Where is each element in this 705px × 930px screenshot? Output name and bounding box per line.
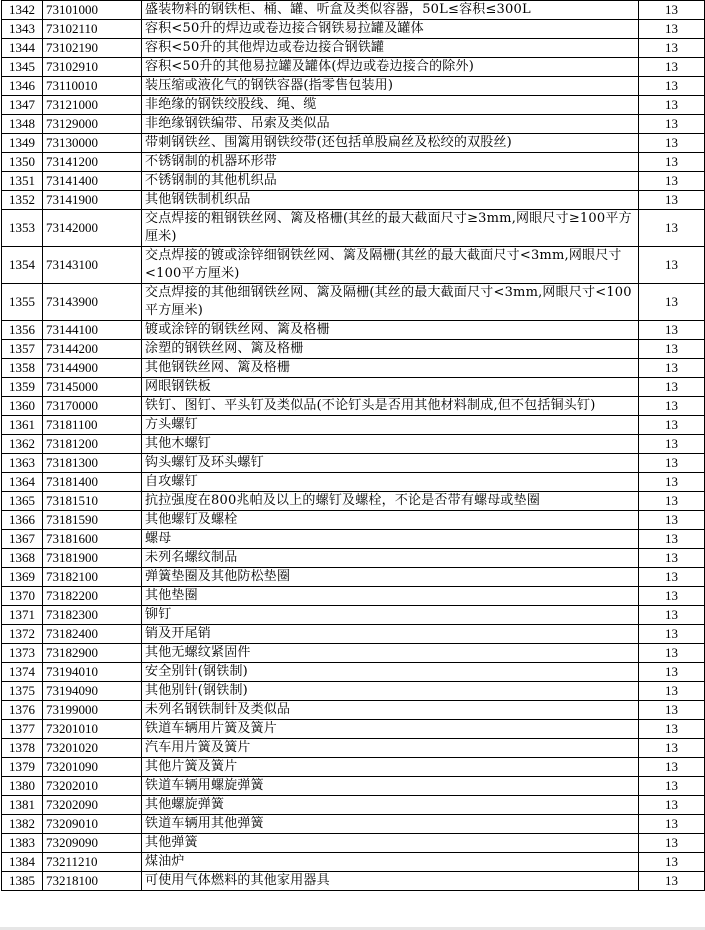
- description-cell: 镀或涂锌的钢铁丝网、篱及格栅: [142, 321, 639, 340]
- table-row: [2, 39, 705, 58]
- row-number-cell: 1385: [2, 872, 43, 891]
- description-cell: 不锈钢制的机器环形带: [142, 153, 639, 172]
- description-cell: 铆钉: [142, 606, 639, 625]
- row-number-cell: 1348: [2, 115, 43, 134]
- rate-cell: 13: [639, 454, 705, 473]
- description-cell: 其他别针(钢铁制): [142, 682, 639, 701]
- table-row: [2, 378, 705, 397]
- table-row: [2, 549, 705, 568]
- rate-cell: 13: [639, 58, 705, 77]
- commodity-code-cell: 73201090: [43, 758, 142, 777]
- row-number-cell: 1374: [2, 663, 43, 682]
- row-number-cell: 1346: [2, 77, 43, 96]
- commodity-code-cell: 73181600: [43, 530, 142, 549]
- commodity-code-cell: 73181590: [43, 511, 142, 530]
- rate-cell: 13: [639, 359, 705, 378]
- rate-cell: 13: [639, 340, 705, 359]
- rate-cell: 13: [639, 134, 705, 153]
- description-cell: 容积<50升的其他易拉罐及罐体(焊边或卷边接合的除外): [142, 58, 639, 77]
- rate-cell: 13: [639, 397, 705, 416]
- table-row: [2, 172, 705, 191]
- description-cell: 交点焊接的镀或涂锌细钢铁丝网、篱及隔栅(其丝的最大截面尺寸<3mm,网眼尺寸<100平方厘米): [142, 247, 639, 284]
- row-number-cell: 1351: [2, 172, 43, 191]
- rate-cell: 13: [639, 1, 705, 20]
- commodity-code-cell: 73182900: [43, 644, 142, 663]
- row-number-cell: 1350: [2, 153, 43, 172]
- rate-cell: 13: [639, 853, 705, 872]
- description-cell: 非绝缘的钢铁绞股线、绳、缆: [142, 96, 639, 115]
- row-number-cell: 1360: [2, 397, 43, 416]
- table-row: [2, 340, 705, 359]
- table-row: [2, 682, 705, 701]
- table-row: [2, 134, 705, 153]
- row-number-cell: 1373: [2, 644, 43, 663]
- commodity-code-cell: 73145000: [43, 378, 142, 397]
- row-number-cell: 1353: [2, 210, 43, 247]
- row-number-cell: 1377: [2, 720, 43, 739]
- table-row: [2, 96, 705, 115]
- rate-cell: 13: [639, 796, 705, 815]
- table-row: [2, 210, 705, 247]
- description-cell: 自攻螺钉: [142, 473, 639, 492]
- description-cell: 交点焊接的其他细钢铁丝网、篱及隔栅(其丝的最大截面尺寸<3mm,网眼尺寸<100平方厘米): [142, 284, 639, 321]
- description-cell: 铁道车辆用片簧及簧片: [142, 720, 639, 739]
- description-cell: 汽车用片簧及簧片: [142, 739, 639, 758]
- table-row: [2, 796, 705, 815]
- rate-cell: 13: [639, 530, 705, 549]
- description-cell: 容积<50升的其他焊边或卷边接合钢铁罐: [142, 39, 639, 58]
- row-number-cell: 1344: [2, 39, 43, 58]
- rate-cell: 13: [639, 701, 705, 720]
- rate-cell: 13: [639, 739, 705, 758]
- rate-cell: 13: [639, 416, 705, 435]
- rate-cell: 13: [639, 872, 705, 891]
- description-cell: 铁道车辆用其他弹簧: [142, 815, 639, 834]
- rate-cell: 13: [639, 777, 705, 796]
- row-number-cell: 1355: [2, 284, 43, 321]
- row-number-cell: 1366: [2, 511, 43, 530]
- row-number-cell: 1383: [2, 834, 43, 853]
- table-row: [2, 247, 705, 284]
- table-row: [2, 777, 705, 796]
- commodity-code-cell: 73194090: [43, 682, 142, 701]
- rate-cell: 13: [639, 644, 705, 663]
- table-row: [2, 568, 705, 587]
- row-number-cell: 1347: [2, 96, 43, 115]
- description-cell: 销及开尾销: [142, 625, 639, 644]
- commodity-code-cell: 73102190: [43, 39, 142, 58]
- description-cell: 未列名螺纹制品: [142, 549, 639, 568]
- row-number-cell: 1361: [2, 416, 43, 435]
- table-row: [2, 815, 705, 834]
- description-cell: 其他弹簧: [142, 834, 639, 853]
- description-cell: 其他木螺钉: [142, 435, 639, 454]
- table-row: [2, 720, 705, 739]
- description-cell: 不锈钢制的其他机织品: [142, 172, 639, 191]
- rate-cell: 13: [639, 587, 705, 606]
- row-number-cell: 1367: [2, 530, 43, 549]
- row-number-cell: 1357: [2, 340, 43, 359]
- description-cell: 其他无螺纹紧固件: [142, 644, 639, 663]
- description-cell: 其他钢铁丝网、篱及格栅: [142, 359, 639, 378]
- commodity-code-cell: 73202090: [43, 796, 142, 815]
- row-number-cell: 1362: [2, 435, 43, 454]
- rate-cell: 13: [639, 39, 705, 58]
- rate-cell: 13: [639, 682, 705, 701]
- commodity-code-cell: 73170000: [43, 397, 142, 416]
- commodity-code-cell: 73211210: [43, 853, 142, 872]
- commodity-code-cell: 73181100: [43, 416, 142, 435]
- commodity-code-cell: 73182200: [43, 587, 142, 606]
- table-row: [2, 644, 705, 663]
- description-cell: 盛装物料的钢铁柜、桶、罐、听盒及类似容器，50L≤容积≤300L: [142, 1, 639, 20]
- description-cell: 其他片簧及簧片: [142, 758, 639, 777]
- commodity-code-cell: 73142000: [43, 210, 142, 247]
- table-row: [2, 454, 705, 473]
- table-row: [2, 153, 705, 172]
- table-row: [2, 606, 705, 625]
- commodity-code-cell: 73199000: [43, 701, 142, 720]
- description-cell: 装压缩或液化气的钢铁容器(指零售包装用): [142, 77, 639, 96]
- row-number-cell: 1372: [2, 625, 43, 644]
- rate-cell: 13: [639, 492, 705, 511]
- table-row: [2, 397, 705, 416]
- commodity-code-cell: 73209090: [43, 834, 142, 853]
- commodity-code-cell: 73194010: [43, 663, 142, 682]
- description-cell: 抗拉强度在800兆帕及以上的螺钉及螺栓，不论是否带有螺母或垫圈: [142, 492, 639, 511]
- commodity-code-cell: 73181300: [43, 454, 142, 473]
- description-cell: 网眼钢铁板: [142, 378, 639, 397]
- tariff-table-body: [2, 1, 705, 891]
- table-row: [2, 284, 705, 321]
- row-number-cell: 1352: [2, 191, 43, 210]
- commodity-code-cell: 73144200: [43, 340, 142, 359]
- table-row: [2, 191, 705, 210]
- description-cell: 方头螺钉: [142, 416, 639, 435]
- description-cell: 非绝缘钢铁编带、吊索及类似品: [142, 115, 639, 134]
- commodity-code-cell: 73182300: [43, 606, 142, 625]
- row-number-cell: 1345: [2, 58, 43, 77]
- table-row: [2, 435, 705, 454]
- rate-cell: 13: [639, 758, 705, 777]
- commodity-code-cell: 73218100: [43, 872, 142, 891]
- row-number-cell: 1343: [2, 20, 43, 39]
- row-number-cell: 1382: [2, 815, 43, 834]
- rate-cell: 13: [639, 815, 705, 834]
- row-number-cell: 1381: [2, 796, 43, 815]
- table-row: [2, 663, 705, 682]
- table-row: [2, 321, 705, 340]
- description-cell: 铁钉、图钉、平头钉及类似品(不论钉头是否用其他材料制成,但不包括铜头钉): [142, 397, 639, 416]
- row-number-cell: 1379: [2, 758, 43, 777]
- row-number-cell: 1378: [2, 739, 43, 758]
- table-row: [2, 416, 705, 435]
- tariff-table: [1, 0, 705, 891]
- commodity-code-cell: 73202010: [43, 777, 142, 796]
- rate-cell: 13: [639, 473, 705, 492]
- rate-cell: 13: [639, 284, 705, 321]
- table-row: [2, 77, 705, 96]
- rate-cell: 13: [639, 172, 705, 191]
- description-cell: 容积<50升的焊边或卷边接合钢铁易拉罐及罐体: [142, 20, 639, 39]
- rate-cell: 13: [639, 549, 705, 568]
- rate-cell: 13: [639, 321, 705, 340]
- rate-cell: 13: [639, 96, 705, 115]
- description-cell: 带刺钢铁丝、围篱用钢铁绞带(还包括单股扁丝及松绞的双股丝): [142, 134, 639, 153]
- commodity-code-cell: 73181510: [43, 492, 142, 511]
- row-number-cell: 1359: [2, 378, 43, 397]
- description-cell: 未列名钢铁制针及类似品: [142, 701, 639, 720]
- commodity-code-cell: 73141400: [43, 172, 142, 191]
- rate-cell: 13: [639, 834, 705, 853]
- rate-cell: 13: [639, 435, 705, 454]
- row-number-cell: 1356: [2, 321, 43, 340]
- table-row: [2, 473, 705, 492]
- description-cell: 交点焊接的粗钢铁丝网、篱及格栅(其丝的最大截面尺寸≥3mm,网眼尺寸≥100平方厘米): [142, 210, 639, 247]
- commodity-code-cell: 73181400: [43, 473, 142, 492]
- row-number-cell: 1370: [2, 587, 43, 606]
- commodity-code-cell: 73129000: [43, 115, 142, 134]
- commodity-code-cell: 73143900: [43, 284, 142, 321]
- commodity-code-cell: 73101000: [43, 1, 142, 20]
- rate-cell: 13: [639, 115, 705, 134]
- row-number-cell: 1371: [2, 606, 43, 625]
- commodity-code-cell: 73102910: [43, 58, 142, 77]
- row-number-cell: 1354: [2, 247, 43, 284]
- row-number-cell: 1365: [2, 492, 43, 511]
- description-cell: 其他螺旋弹簧: [142, 796, 639, 815]
- description-cell: 其他垫圈: [142, 587, 639, 606]
- commodity-code-cell: 73141200: [43, 153, 142, 172]
- table-row: [2, 625, 705, 644]
- commodity-code-cell: 73141900: [43, 191, 142, 210]
- rate-cell: 13: [639, 568, 705, 587]
- table-row: [2, 511, 705, 530]
- description-cell: 安全别针(钢铁制): [142, 663, 639, 682]
- table-row: [2, 587, 705, 606]
- rate-cell: 13: [639, 247, 705, 284]
- description-cell: 煤油炉: [142, 853, 639, 872]
- commodity-code-cell: 73121000: [43, 96, 142, 115]
- table-row: [2, 58, 705, 77]
- commodity-code-cell: 73110010: [43, 77, 142, 96]
- description-cell: 其他螺钉及螺栓: [142, 511, 639, 530]
- table-row: [2, 492, 705, 511]
- row-number-cell: 1364: [2, 473, 43, 492]
- description-cell: 螺母: [142, 530, 639, 549]
- row-number-cell: 1342: [2, 1, 43, 20]
- description-cell: 弹簧垫圈及其他防松垫圈: [142, 568, 639, 587]
- table-row: [2, 20, 705, 39]
- table-row: [2, 1, 705, 20]
- table-row: [2, 701, 705, 720]
- commodity-code-cell: 73201020: [43, 739, 142, 758]
- row-number-cell: 1375: [2, 682, 43, 701]
- commodity-code-cell: 73182100: [43, 568, 142, 587]
- row-number-cell: 1363: [2, 454, 43, 473]
- rate-cell: 13: [639, 606, 705, 625]
- row-number-cell: 1384: [2, 853, 43, 872]
- commodity-code-cell: 73144900: [43, 359, 142, 378]
- rate-cell: 13: [639, 77, 705, 96]
- table-row: [2, 530, 705, 549]
- rate-cell: 13: [639, 625, 705, 644]
- row-number-cell: 1376: [2, 701, 43, 720]
- commodity-code-cell: 73130000: [43, 134, 142, 153]
- commodity-code-cell: 73143100: [43, 247, 142, 284]
- table-row: [2, 834, 705, 853]
- row-number-cell: 1380: [2, 777, 43, 796]
- rate-cell: 13: [639, 210, 705, 247]
- table-row: [2, 853, 705, 872]
- rate-cell: 13: [639, 663, 705, 682]
- row-number-cell: 1349: [2, 134, 43, 153]
- commodity-code-cell: 73201010: [43, 720, 142, 739]
- description-cell: 铁道车辆用螺旋弹簧: [142, 777, 639, 796]
- commodity-code-cell: 73209010: [43, 815, 142, 834]
- rate-cell: 13: [639, 378, 705, 397]
- commodity-code-cell: 73181200: [43, 435, 142, 454]
- description-cell: 涂塑的钢铁丝网、篱及格栅: [142, 340, 639, 359]
- rate-cell: 13: [639, 191, 705, 210]
- rate-cell: 13: [639, 153, 705, 172]
- row-number-cell: 1369: [2, 568, 43, 587]
- table-row: [2, 359, 705, 378]
- rate-cell: 13: [639, 511, 705, 530]
- row-number-cell: 1358: [2, 359, 43, 378]
- description-cell: 可使用气体燃料的其他家用器具: [142, 872, 639, 891]
- commodity-code-cell: 73102110: [43, 20, 142, 39]
- commodity-code-cell: 73182400: [43, 625, 142, 644]
- table-row: [2, 739, 705, 758]
- description-cell: 钩头螺钉及环头螺钉: [142, 454, 639, 473]
- row-number-cell: 1368: [2, 549, 43, 568]
- commodity-code-cell: 73144100: [43, 321, 142, 340]
- description-cell: 其他钢铁制机织品: [142, 191, 639, 210]
- rate-cell: 13: [639, 20, 705, 39]
- table-row: [2, 115, 705, 134]
- table-row: [2, 872, 705, 891]
- table-row: [2, 758, 705, 777]
- commodity-code-cell: 73181900: [43, 549, 142, 568]
- rate-cell: 13: [639, 720, 705, 739]
